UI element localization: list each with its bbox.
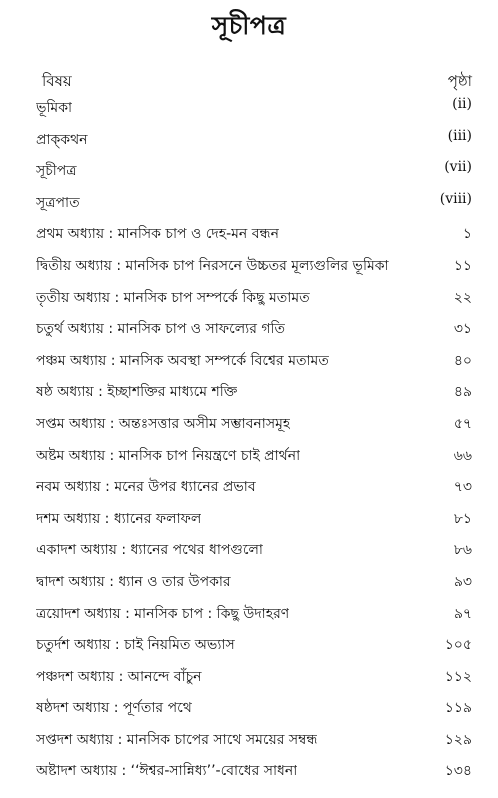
toc-entry (36, 633, 472, 665)
toc-entry (36, 191, 472, 223)
toc-entry-title: প্রথম অধ্যায় : মানসিক চাপ ও দেহ-মন বন্ধন (36, 226, 279, 243)
toc-entry (36, 759, 472, 791)
toc-entry-page-number: ৯৩ (453, 573, 472, 590)
toc-entry-title: সূচীপত্র (36, 163, 77, 180)
toc-entry-page-number: ৭৩ (453, 479, 472, 496)
toc-entry-title: অষ্টম অধ্যায় : মানসিক চাপ নিয়ন্ত্রণে চাই প্রার্থনা (36, 447, 301, 464)
toc-entry (36, 159, 472, 191)
toc-entry (36, 570, 472, 602)
toc-entry (36, 475, 472, 507)
toc-entry-title: পঞ্চম অধ্যায় : মানসিক অবস্থা সম্পর্কে বিশ্বের মতামত (36, 352, 329, 369)
toc-entry (36, 222, 472, 254)
toc-entry-title: সপ্তম অধ্যায় : অন্তঃসত্তার অসীম সম্ভাবনাসমূহ (36, 415, 291, 432)
toc-entry-title: ভূমিকা (36, 100, 73, 116)
toc-entry-page-number: ৪৯ (453, 384, 472, 401)
toc-entry (36, 444, 472, 476)
subject-column-label: বিষয় (42, 72, 72, 90)
toc-entry-title: অষ্টাদশ অধ্যায় : ‘‘ঈশ্বর-সান্নিধ্য’’-বোধের সাধনা (36, 763, 298, 780)
toc-entry (36, 665, 472, 697)
toc-entry-page-number: (ii) (452, 96, 472, 112)
toc-header (36, 70, 472, 92)
toc-entry (36, 286, 472, 318)
toc-entry (36, 380, 472, 412)
toc-entry (36, 602, 472, 634)
toc-entry (36, 696, 472, 728)
toc-entry-page-number: ১১৯ (444, 700, 472, 717)
toc-entry (36, 317, 472, 349)
toc-entry-title: দ্বাদশ অধ্যায় : ধ্যান ও তার উপকার (36, 573, 231, 590)
toc-entry (36, 538, 472, 570)
toc-entry-page-number: ১ (462, 226, 472, 243)
toc-entry-page-number: ১১২ (444, 668, 472, 685)
toc-entry (36, 254, 472, 286)
toc-entry-title: চতুর্থ অধ্যায় : মানসিক চাপ ও সাফল্যের গতি (36, 321, 286, 338)
table-of-contents (36, 96, 472, 791)
toc-entry (36, 728, 472, 760)
toc-entry (36, 128, 472, 160)
toc-entry-page-number: ৮৬ (453, 542, 472, 559)
toc-entry-title: চতুর্দশ অধ্যায় : চাই নিয়মিত অভ্যাস (36, 637, 235, 654)
toc-entry (36, 96, 472, 128)
toc-entry-page-number: ৪০ (453, 352, 472, 369)
toc-entry-page-number: (vii) (444, 159, 472, 176)
toc-entry-page-number: ৫৭ (453, 415, 472, 432)
toc-entry-title: ষষ্ঠদশ অধ্যায় : পূর্ণতার পথে (36, 700, 192, 717)
toc-entry-title: ত্রয়োদশ অধ্যায় : মানসিক চাপ : কিছু উদাহরণ (36, 605, 290, 622)
page-column-label: পৃষ্ঠা (447, 72, 472, 90)
toc-entry-title: সপ্তদশ অধ্যায় : মানসিক চাপের সাথে সময়ের সম্বন্ধ (36, 731, 318, 748)
toc-entry-page-number: ৩১ (453, 321, 472, 338)
toc-entry-page-number: ২২ (453, 289, 472, 306)
toc-entry-page-number: ৯৭ (453, 605, 472, 622)
toc-entry-title: দশম অধ্যায় : ধ্যানের ফলাফল (36, 510, 202, 527)
toc-entry-page-number: (viii) (439, 190, 472, 207)
toc-entry-page-number: (iii) (447, 127, 472, 144)
toc-entry (36, 507, 472, 539)
toc-entry-title: ষষ্ঠ অধ্যায় : ইচ্ছাশক্তির মাধ্যমে শক্তি (36, 384, 238, 401)
toc-entry-title: দ্বিতীয় অধ্যায় : মানসিক চাপ নিরসনে উচ্চতর মূল্যগুলির ভূমিকা (36, 257, 389, 274)
toc-entry-title: পঞ্চদশ অধ্যায় : আনন্দে বাঁচুন (36, 668, 202, 685)
toc-entry-title: নবম অধ্যায় : মনের উপর ধ্যানের প্রভাব (36, 479, 256, 496)
toc-entry-page-number: ১১ (453, 257, 472, 274)
toc-entry-title: একাদশ অধ্যায় : ধ্যানের পথের ধাপগুলো (36, 542, 263, 559)
toc-entry-page-number: ১০৫ (444, 637, 472, 654)
toc-entry-title: প্রাক্‌কথন (36, 131, 88, 148)
toc-entry-page-number: ১৩৪ (444, 763, 472, 780)
toc-entry (36, 412, 472, 444)
toc-entry-title: তৃতীয় অধ্যায় : মানসিক চাপ সম্পর্কে কিছু মতামত (36, 289, 310, 306)
toc-entry (36, 349, 472, 381)
toc-entry-title: সূত্রপাত (36, 194, 80, 211)
page-title: সূচীপত্র (211, 11, 287, 40)
toc-entry-page-number: ১২৯ (444, 731, 472, 748)
toc-entry-page-number: ৬৬ (453, 447, 472, 464)
toc-entry-page-number: ৮১ (453, 510, 472, 527)
